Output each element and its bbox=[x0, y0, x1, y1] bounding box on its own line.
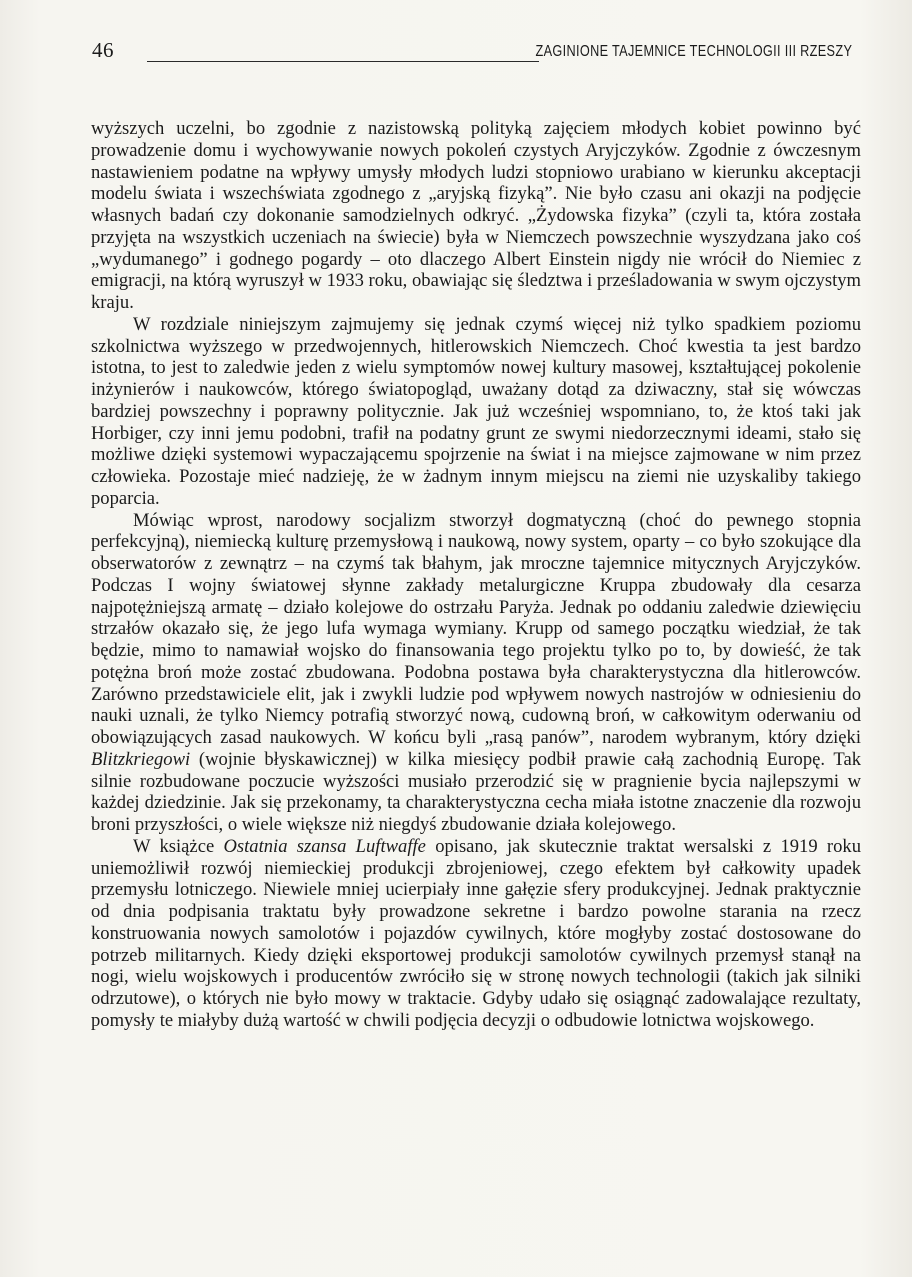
page-number: 46 bbox=[92, 38, 114, 62]
paragraph-text: W rozdziale niniejszym zajmujemy się jednak czymś więcej niż tylko spadkiem poziomu szkolnictwa wyższego w przedwojennych, hitlerowskich Niemczech. Choć kwestia ta jest bardzo istotna, to jest to zaledwie jeden z wielu symptomów nowej kultury masowej, kształtującej pokolenie inżynierów i naukowców, którego światopogląd, uważany dotąd za dziwaczny, stał się wówczas bardziej powszechny i poprawny politycznie. Jak już wcześniej wspomniano, to, że ktoś taki jak Horbiger, czy inni jemu podobni, trafił na podatny grunt ze swymi niedorzecznymi ideami, stało się możliwe dzięki systemowi wypaczającemu spojrzenie na świat i na miejsce zajmowane w nim przez człowieka. Pozostaje mieć nadzieję, że w żadnym innym miejscu na ziemi nie uzyskaliby takiego poparcia. bbox=[91, 313, 861, 509]
body-text bbox=[91, 118, 861, 1032]
paragraph-text: (wojnie błyskawicznej) w kilka miesięcy podbił prawie całą zachodnią Europę. Tak silnie rozbudowane poczucie wyższości musiało przerodzić się w pragnienie bycia najlepszymi w każdej dziedzinie. Jak się przekonamy, ta charakterystyczna cecha miała istotne znaczenie dla rozwoju broni przyszłości, o wiele większe niż niegdyś zbudowanie działa kolejowego. bbox=[91, 748, 861, 835]
italic-title-text: Blitzkriegowi bbox=[91, 748, 191, 770]
paragraph bbox=[91, 118, 861, 314]
running-header bbox=[92, 34, 852, 66]
paragraph bbox=[91, 314, 861, 510]
paragraph-text: opisano, jak skutecznie traktat wersalski z 1919 roku uniemożliwił rozwój niemieckiej produkcji zbrojeniowej, czego efektem był całkowity upadek przemysłu lotniczego. Niewiele mniej ucierpiały inne gałęzie sfery produkcyjnej. Jednak praktycznie od dnia podpisania traktatu były prowadzone sekretne i bardzo powolne starania na rzecz konstruowania nowych samolotów i pojazdów cywilnych, które mogłyby zostać dostosowane do potrzeb militarnych. Kiedy dzięki eksportowej produkcji samolotów cywilnych przemysł stanął na nogi, wielu wojskowych i producentów zwróciło się w stronę nowych technologii (takich jak silniki odrzutowe), o których nie było mowy w traktacie. Gdyby udało się osiągnąć zadowalające rezultaty, pomysły te miałyby dużą wartość w chwili podjęcia decyzji o odbudowie lotnictwa wojskowego. bbox=[91, 835, 861, 1031]
running-title: ZAGINIONE TAJEMNICE TECHNOLOGII III RZESZY bbox=[535, 43, 852, 60]
paragraph bbox=[91, 510, 861, 836]
header-rule bbox=[147, 61, 539, 62]
italic-title-text: Ostatnia szansa Luftwaffe bbox=[223, 835, 426, 857]
paragraph bbox=[91, 836, 861, 1032]
paragraph-text: wyższych uczelni, bo zgodnie z nazistowską polityką zajęciem młodych kobiet powinno być prowadzenie domu i wychowywanie nowych pokoleń czystych Aryjczyków. Zgodnie z ówczesnym nastawieniem podatne na wpływy umysły młodych ludzi stopniowo urabiano w kierunku akceptacji modelu świata i wszechświata zgodnego z „aryjską fizyką”. Nie było czasu ani okazji na podjęcie własnych badań czy dokonanie samodzielnych odkryć. „Żydowska fizyka” (czyli ta, która została przyjęta na wszystkich uczeniach na świecie) była w Niemczech powszechnie wyszydzana jako coś „wydumanego” i godnego pogardy – oto dlaczego Albert Einstein nigdy nie wrócił do Niemiec z emigracji, na którą wyruszył w 1933 roku, obawiając się śledztwa i prześladowania w swym ojczystym kraju. bbox=[91, 118, 861, 313]
paragraph-text: Mówiąc wprost, narodowy socjalizm stworzył dogmatyczną (choć do pewnego stopnia perfekcyjną), niemiecką kulturę przemysłową i naukową, nowy system, oparty – co było szokujące dla obserwatorów z zewnątrz – na czymś tak błahym, jak mroczne tajemnice mitycznych Aryjczyków. Podczas I wojny światowej słynne zakłady metalurgiczne Kruppa zbudowały dla cesarza najpotężniejszą armatę – działo kolejowe do ostrzału Paryża. Jednak po oddaniu zaledwie dziewięciu strzałów okazało się, że jego lufa wymaga wymiany. Krupp od samego początku wiedział, że tak będzie, mimo to namawiał wojsko do finansowania tego projektu tylko po to, by dowieść, że tak potężna broń może zostać zbudowana. Podobna postawa była charakterystyczna dla hitlerowców. Zarówno przedstawiciele elit, jak i zwykli ludzie pod wpływem nowych nastrojów w odniesieniu do nauki uznali, że tylko Niemcy potrafią stworzyć nową, cudowną broń, w całkowitym oderwaniu od obowiązujących zasad naukowych. W końcu byli „rasą panów”, narodem wybranym, który dzięki bbox=[91, 509, 861, 748]
paragraph-text: W książce bbox=[133, 835, 224, 857]
